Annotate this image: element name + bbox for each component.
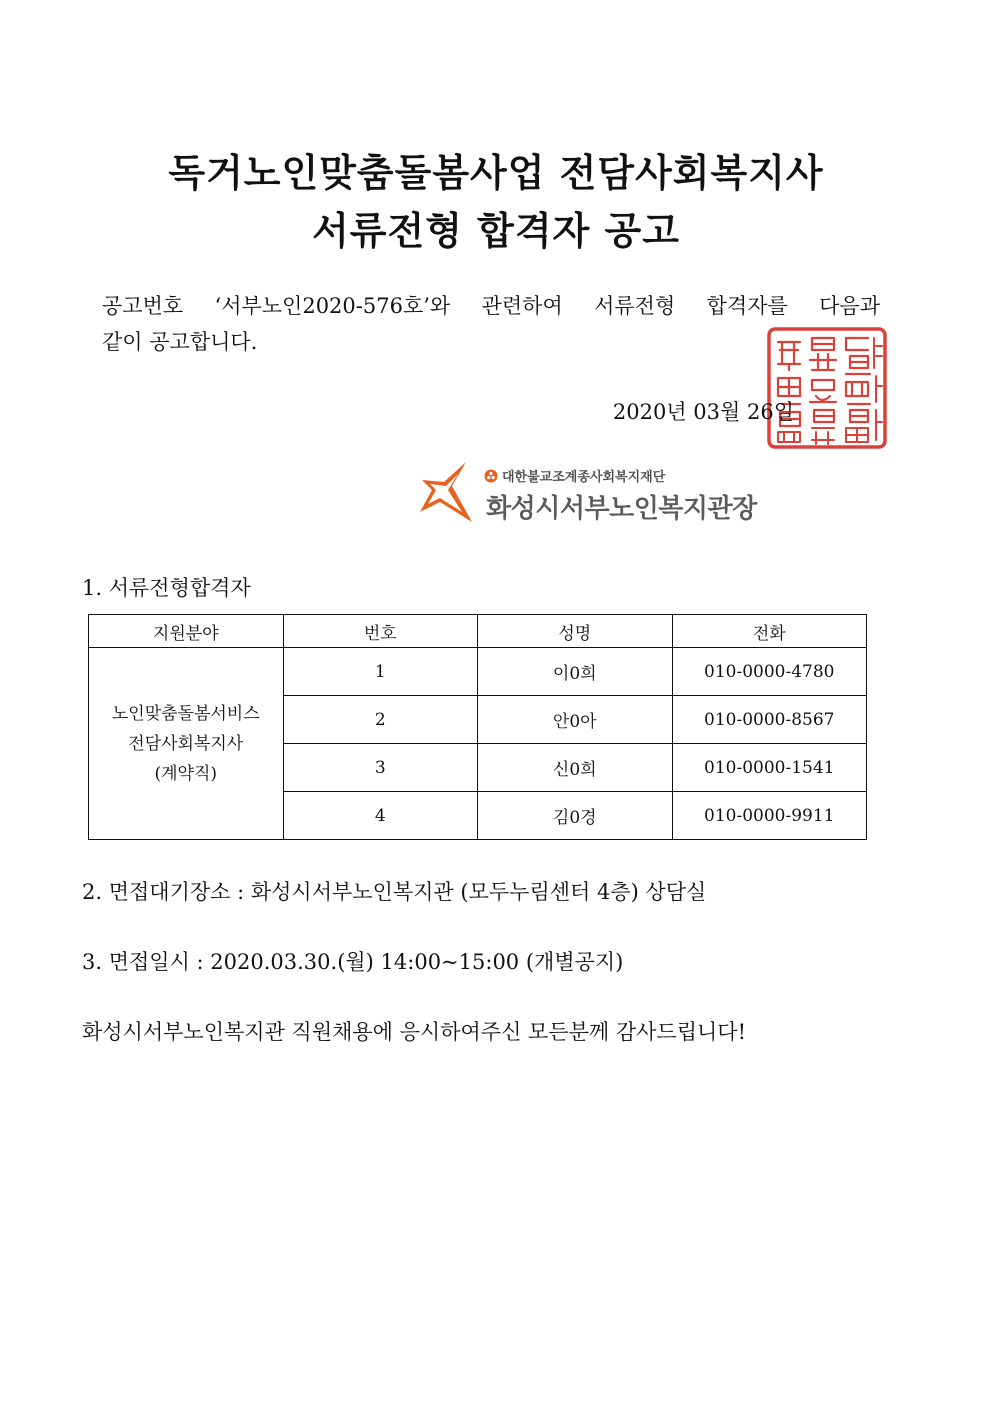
intro-line2: 같이 공고합니다. [102, 330, 258, 354]
number-cell: 3 [283, 744, 478, 792]
number-cell: 1 [283, 648, 478, 696]
header-name: 성명 [478, 615, 673, 648]
phone-cell: 010-0000-4780 [672, 648, 867, 696]
results-table [88, 614, 867, 840]
phone-cell: 010-0000-1541 [672, 744, 867, 792]
institution-name: 화성시서부노인복지관장 [486, 494, 757, 524]
intro-line1: 공고번호 ‘서부노인2020-576호’와 관련하여 서류전형 합격자를 다음과 [102, 294, 880, 318]
institution-logo [418, 460, 757, 526]
table-row [89, 648, 867, 696]
header-number: 번호 [283, 615, 478, 648]
closing-message: 화성시서부노인복지관 직원채용에 응시하여주신 모든분께 감사드립니다! [82, 1020, 747, 1044]
phone-cell: 010-0000-8567 [672, 696, 867, 744]
name-cell: 신0희 [478, 744, 673, 792]
notice-title-line1: 독거노인맞춤돌봄사업 전담사회복지사 [168, 151, 824, 195]
notice-title-line2: 서류전형 합격자 공고 [312, 209, 680, 253]
field-line: (계약직) [154, 763, 218, 784]
phone-cell: 010-0000-9911 [672, 792, 867, 840]
intro-paragraph [102, 288, 880, 360]
dharma-wheel-icon [484, 469, 498, 483]
name-cell: 이0희 [478, 648, 673, 696]
table-header-row [89, 615, 867, 648]
field-cell [89, 648, 284, 840]
header-phone: 전화 [672, 615, 867, 648]
official-seal-icon [766, 326, 888, 450]
notice-date: 2020년 03월 26일 [612, 400, 794, 424]
number-cell: 4 [283, 792, 478, 840]
field-line: 노인맞춤돌봄서비스 [111, 703, 260, 724]
section-3-interview-date: 3. 면접일시 : 2020.03.30.(월) 14:00~15:00 (개별공지) [82, 950, 624, 974]
section-1-heading: 1. 서류전형합격자 [82, 576, 251, 600]
field-line: 전담사회복지사 [128, 733, 244, 754]
name-cell: 김0경 [478, 792, 673, 840]
foundation-line [484, 466, 665, 485]
section-2-waiting-place: 2. 면접대기장소 : 화성시서부노인복지관 (모두누림센터 4층) 상담실 [82, 880, 707, 904]
name-cell: 안0아 [478, 696, 673, 744]
number-cell: 2 [283, 696, 478, 744]
header-field: 지원분야 [89, 615, 284, 648]
star-logo-icon [418, 460, 474, 524]
foundation-name: 대한불교조계종사회복지재단 [502, 470, 666, 485]
